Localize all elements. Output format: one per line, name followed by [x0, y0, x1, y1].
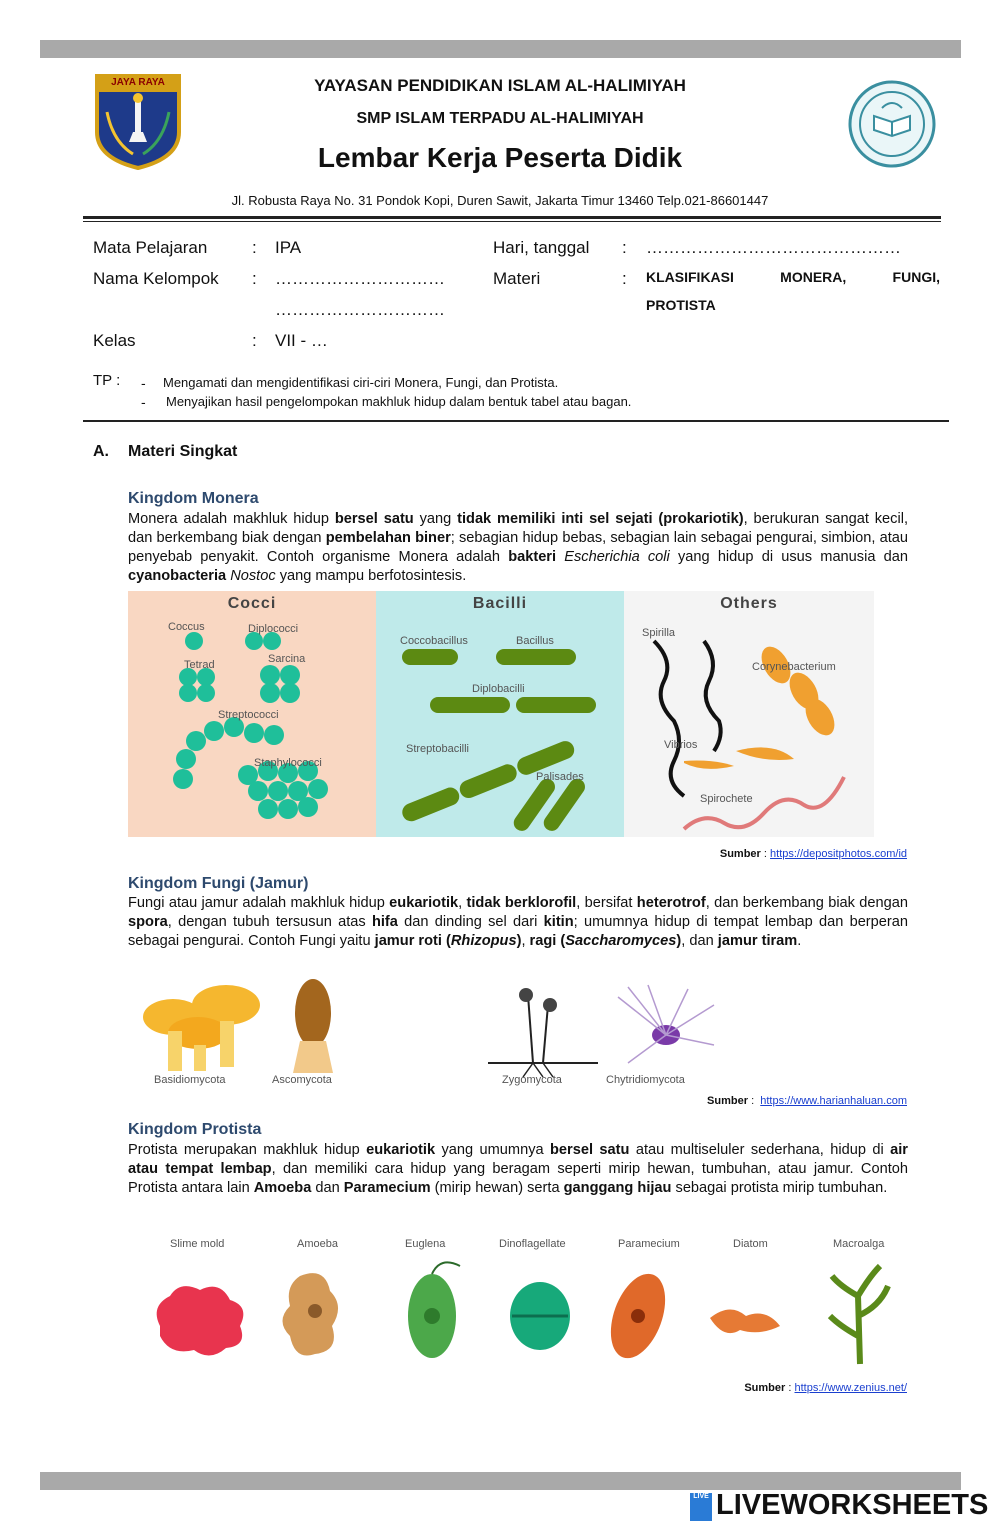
streptobacilli-label: Streptobacilli — [406, 743, 469, 755]
macroalga-caption: Macroalga — [833, 1238, 885, 1250]
group-value-field[interactable]: ………………………… — [275, 300, 445, 319]
class-label: Kelas — [93, 331, 136, 350]
diplobacilli-label: Diplobacilli — [472, 683, 525, 695]
protista-title: Kingdom Protista — [128, 1121, 262, 1138]
basidiomycota-caption: Basidiomycota — [154, 1074, 226, 1086]
monera-source-link[interactable]: https://depositphotos.com/id — [770, 848, 907, 860]
coccobacillus-label: Coccobacillus — [400, 635, 468, 647]
colon: : — [622, 269, 627, 288]
bacteria-shapes-image — [128, 591, 874, 837]
streptococci-label: Streptococci — [218, 709, 279, 721]
monera-paragraph: Monera adalah makhluk hidup bersel satu yang tidak memiliki inti sel sejati (prokariotik), berukuran sangat kecil, dan berkembang biak dengan pembelahan biner; sebagian hidup bebas, sebagian lain sebagai pengurai, simbion, atau penyebab penyakit. Contoh organisme Monera adalah bakteri Escherichia coli yang hidup di usus manusia dan cyanobacteria Nostoc yang mampu berfotosintesis. — [128, 511, 909, 584]
palisades-label: Palisades — [536, 771, 584, 783]
sarcina-label: Sarcina — [268, 653, 306, 665]
top-border-band — [40, 40, 961, 58]
class-value-field[interactable]: VII - … — [275, 331, 328, 350]
group-label: Nama Kelompok — [93, 269, 219, 288]
liveworksheets-mark-icon: LIVE — [690, 1493, 712, 1521]
topic-value: KLASIFIKASI MONERA, FUNGI, — [646, 269, 940, 285]
monera-title: Kingdom Monera — [128, 490, 259, 507]
address: Jl. Robusta Raya No. 31 Pondok Kopi, Duren Sawit, Jakarta Timur 13460 Telp.021-86601447 — [231, 193, 769, 208]
corynebacterium-label: Corynebacterium — [752, 661, 836, 673]
dinoflagellate-caption: Dinoflagellate — [499, 1238, 566, 1250]
monera-source: Sumber : https://depositphotos.com/id — [719, 848, 907, 860]
school-name: SMP ISLAM TERPADU AL-HALIMIYAH — [356, 110, 644, 127]
cocci-panel: Cocci Coccus Diplococci Tetrad Sarcina Streptococci Staphylococci — [128, 591, 376, 837]
tp-dash: - — [141, 394, 146, 410]
tetrad-label: Tetrad — [184, 659, 215, 671]
day-value-field[interactable]: ……………………………………… — [646, 238, 901, 257]
bacilli-panel: Bacilli Coccobacillus Bacillus Diplobacilli Streptobacilli Palisades — [376, 591, 624, 837]
header-divider-thin — [83, 221, 941, 222]
spirochete-label: Spirochete — [700, 793, 753, 805]
section-title: Materi Singkat — [128, 443, 238, 460]
staphylococci-label: Staphylococci — [254, 757, 322, 769]
foundation-name: YAYASAN PENDIDIKAN ISLAM AL-HALIMIYAH — [314, 76, 686, 95]
ascomycota-caption: Ascomycota — [272, 1074, 332, 1086]
topic-label: Materi — [493, 269, 541, 288]
bacillus-label: Bacillus — [516, 635, 554, 647]
day-label: Hari, tanggal — [493, 238, 590, 257]
protista-image — [140, 1236, 910, 1376]
euglena-caption: Euglena — [405, 1238, 446, 1250]
section-letter: A. — [93, 443, 109, 460]
subject-value: IPA — [275, 238, 302, 257]
chytridiomycota-caption: Chytridiomycota — [606, 1074, 685, 1086]
subject-label: Mata Pelajaran — [93, 238, 208, 257]
bottom-border-band — [40, 1472, 961, 1490]
info-divider — [83, 420, 949, 422]
slime-mold-caption: Slime mold — [170, 1238, 225, 1250]
spirilla-label: Spirilla — [642, 627, 676, 639]
protista-paragraph: Protista merupakan makhluk hidup eukariotik yang umumnya bersel satu atau multiseluler sederhana, hidup di air atau tempat lembap, dan memiliki cara hidup yang beragam seperti mirip hewan, tumbuhan, atau jamur. Contoh Protista antara lain Amoeba dan Paramecium (mirip hewan) serta ganggang hijau sebagai protista mirip tumbuhan. — [128, 1142, 908, 1196]
colon: : — [252, 331, 257, 350]
tp-item: Menyajikan hasil pengelompokan makhluk hidup dalam bentuk tabel atau bagan. — [166, 394, 632, 409]
page-title: Lembar Kerja Peserta Didik — [317, 142, 683, 173]
coccus-label: Coccus — [168, 621, 205, 633]
crest-text: JAYA RAYA — [111, 77, 165, 88]
tp-dash: - — [141, 375, 146, 391]
protista-source: Sumber : https://www.zenius.net/ — [744, 1382, 907, 1394]
fungi-paragraph: Fungi atau jamur adalah makhluk hidup eukariotik, tidak berklorofil, bersifat heterotrof, dan berkembang biak dengan spora, dengan tubuh tersusun atas hifa dan dinding sel dari kitin; umumnya hidup di tempat lembap dan berperan sebagai pengurai. Contoh Fungi yaitu jamur roti (Rhizopus), ragi (Saccharomyces), dan jamur tiram. — [128, 895, 908, 949]
vibrios-label: Vibrios — [664, 739, 698, 751]
paramecium-caption: Paramecium — [618, 1238, 680, 1250]
tp-label: TP : — [93, 372, 121, 389]
zygomycota-caption: Zygomycota — [502, 1074, 562, 1086]
colon: : — [622, 238, 627, 257]
fungi-source-link[interactable]: https://www.harianhaluan.com — [760, 1095, 907, 1107]
liveworksheets-brand[interactable]: LIVEWORKSHEETS — [716, 1489, 989, 1521]
tp-item: Mengamati dan mengidentifikasi ciri-ciri Monera, Fungi, dan Protista. — [163, 375, 559, 390]
group-value-field[interactable]: ………………………… — [275, 269, 445, 288]
fungi-title: Kingdom Fungi (Jamur) — [128, 875, 309, 892]
colon: : — [252, 238, 257, 257]
amoeba-caption: Amoeba — [297, 1238, 338, 1250]
header-divider-thick — [83, 216, 941, 219]
colon: : — [252, 269, 257, 288]
topic-value-cont: PROTISTA — [646, 297, 716, 313]
fungi-source: Sumber : https://www.harianhaluan.com — [707, 1095, 907, 1107]
fungi-image — [128, 975, 728, 1090]
protista-source-link[interactable]: https://www.zenius.net/ — [794, 1382, 907, 1394]
diatom-caption: Diatom — [733, 1238, 768, 1250]
diplococci-label: Diplococci — [248, 623, 299, 635]
others-panel: Others Spirilla Corynebacterium Vibrios Spirochete — [624, 591, 874, 837]
